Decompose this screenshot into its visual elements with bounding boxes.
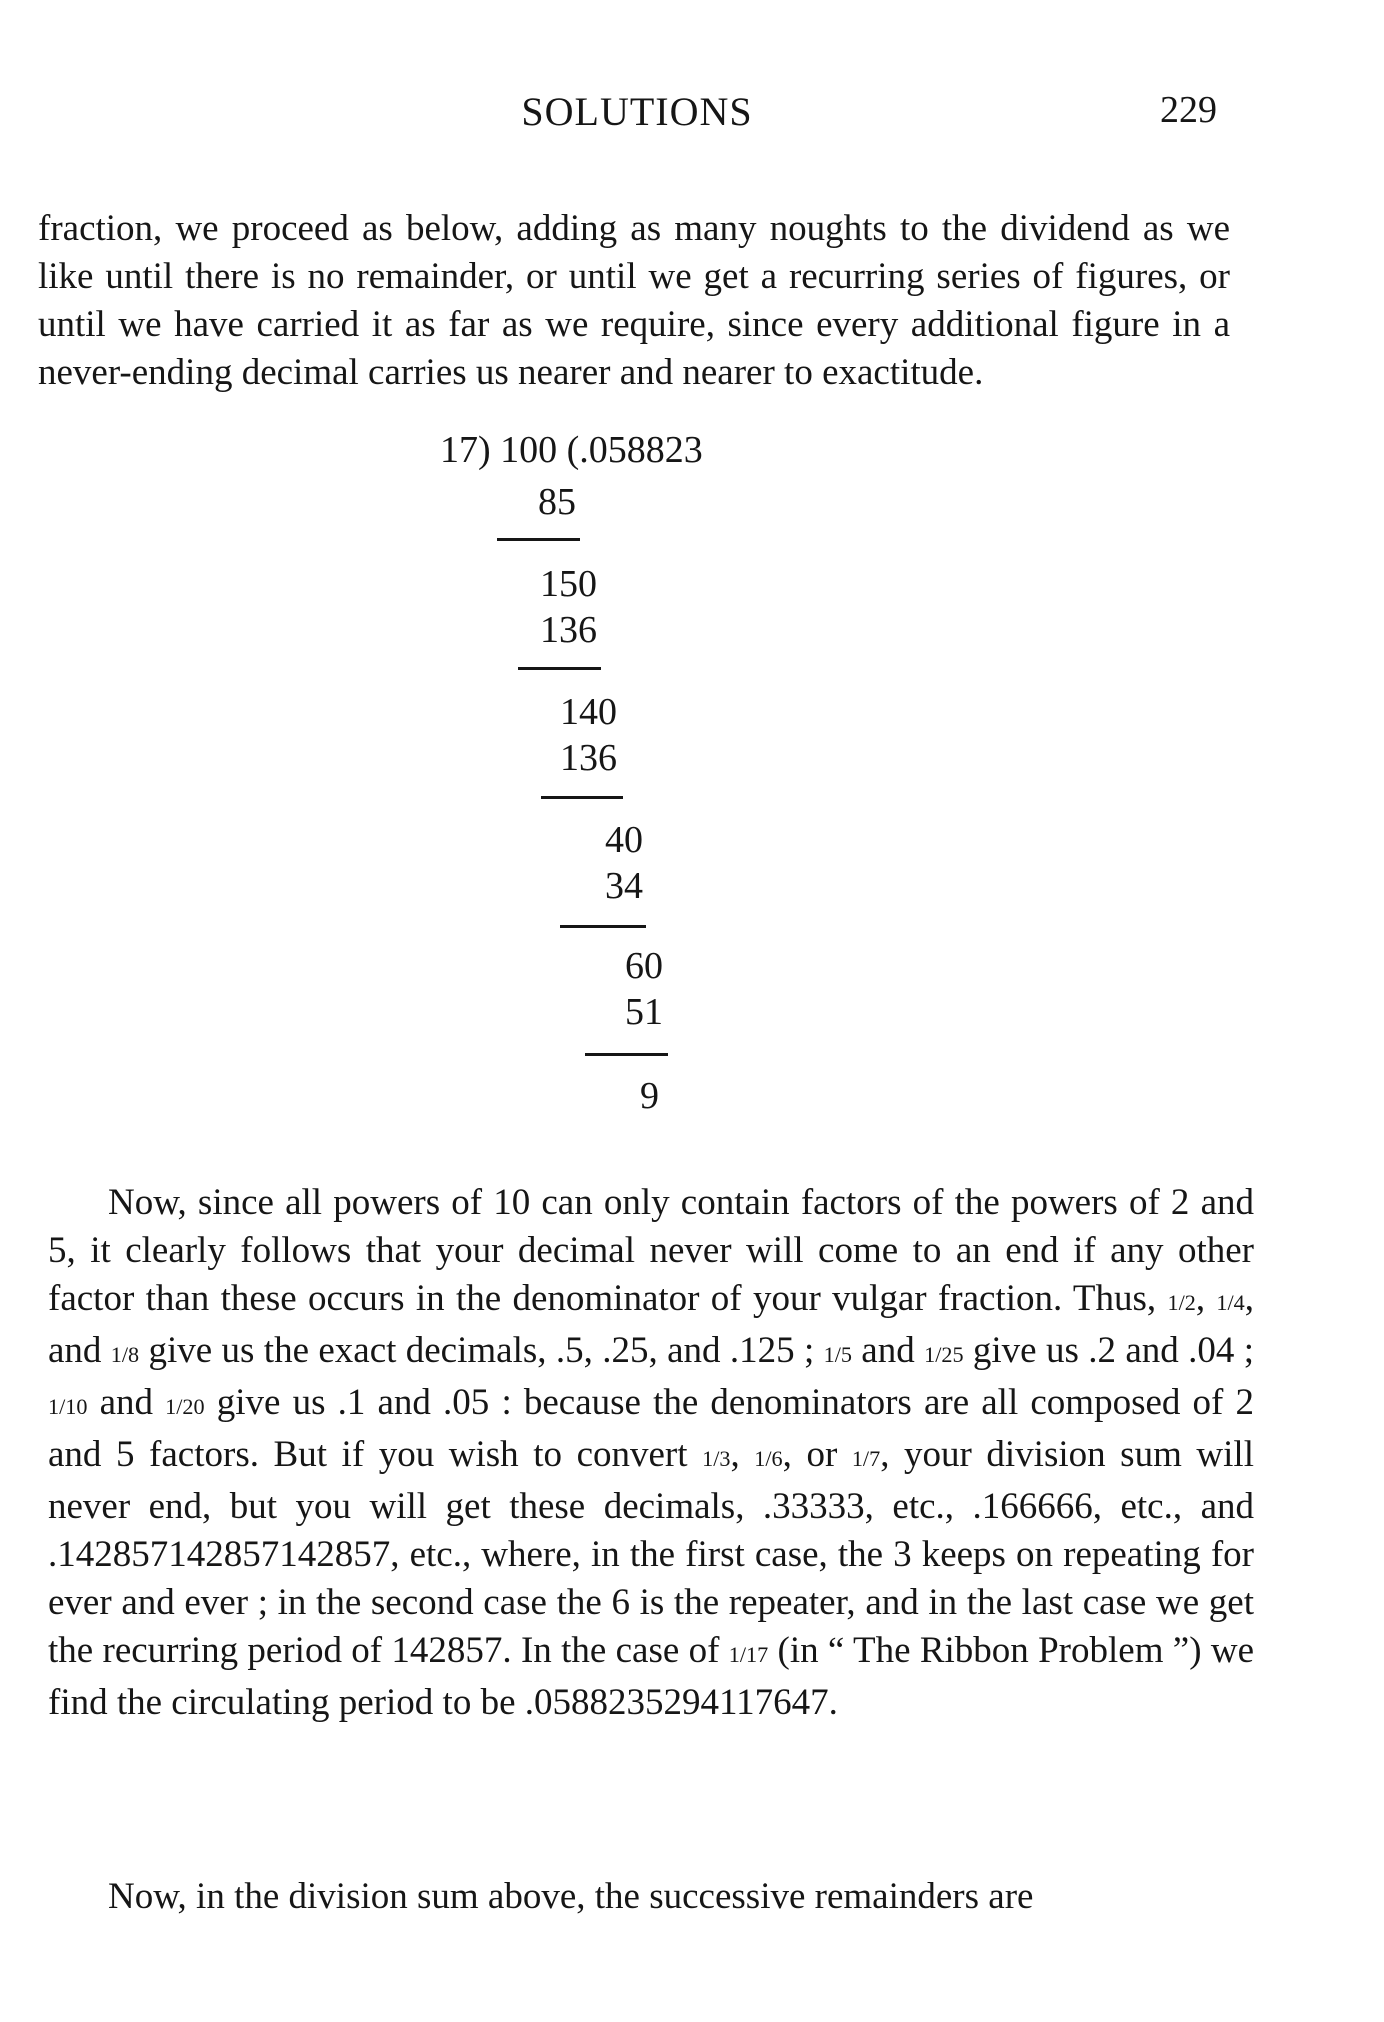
division-rule-4 (560, 925, 646, 928)
division-step-3: 136 (540, 609, 597, 651)
fraction-one-quarter: 1/4 (1216, 1290, 1245, 1315)
division-step-6: 40 (605, 819, 643, 861)
fraction-one-seventeenth: 1/17 (728, 1642, 769, 1667)
text-run: , or (782, 1434, 852, 1475)
fraction-one-eighth: 1/8 (110, 1342, 140, 1367)
text-run: , (730, 1434, 755, 1475)
text-run: give us .1 and .05 : because the denominators are all composed of 2 and 5 factors. But if you wish to convert (48, 1382, 1254, 1475)
running-head: SOLUTIONS (521, 89, 753, 134)
text-run: and (851, 1330, 925, 1371)
fraction-one-seventh: 1/7 (851, 1446, 881, 1471)
fraction-one-third: 1/3 (702, 1446, 731, 1471)
division-step-4: 140 (560, 691, 617, 733)
fraction-one-tenth: 1/10 (48, 1394, 88, 1419)
fraction-one-sixth: 1/6 (754, 1446, 783, 1471)
text-run: , your division sum will never end, but you will get these decimals, .33333, etc., .166666, etc., and .142857142857142857, etc., where, in the first case, the 3 keeps on repeating for ever and ever ; in the second case the 6 is the repeater, and in the last case we get the recurring period of 142857. In the case of (48, 1434, 1254, 1671)
text-run: , and (48, 1278, 1255, 1371)
division-rule-3 (541, 796, 623, 799)
page-number: 229 (1160, 89, 1217, 131)
text-run: give us the exact decimals, .5, .25, and .125 ; (139, 1330, 824, 1371)
text-run: give us .2 and .04 ; (963, 1330, 1254, 1371)
division-rule-2 (518, 667, 601, 670)
division-rule-5 (585, 1053, 668, 1056)
paragraph-remainders: Now, in the division sum above, the successive remainders are (108, 1876, 1034, 1917)
fraction-one-fifth: 1/5 (823, 1342, 852, 1367)
text-run: Now, since all powers of 10 can only contain factors of the powers of 2 and 5, it clearly follows that your decimal never will come to an end if any other factor than these occurs in the denominator of your vulgar fraction. Thus, (48, 1182, 1254, 1319)
fraction-one-half: 1/2 (1167, 1290, 1196, 1315)
paragraph-intro: fraction, we proceed as below, adding as many noughts to the dividend as we like until there is no remainder, or until we get a recurring series of figures, or until we have carried it as far as we require, since every additional figure in a never-ending decimal carries us nearer and nearer to exactitude. (38, 208, 1230, 393)
division-header: 17) 100 (.058823 (440, 429, 703, 471)
division-remainder: 9 (640, 1075, 659, 1117)
text-run: and (87, 1382, 166, 1423)
division-step-9: 51 (625, 991, 663, 1033)
fraction-one-twentyfifth: 1/25 (924, 1342, 964, 1367)
division-step-5: 136 (560, 737, 617, 779)
division-step-1: 85 (538, 481, 576, 523)
text-run: (in “ The Ribbon Problem ”) we find the circulating period to be .0588235294117647. (48, 1630, 1254, 1723)
paragraph-decimals (48, 1179, 1254, 1727)
division-step-7: 34 (605, 865, 643, 907)
text-run: , (1195, 1278, 1217, 1319)
division-rule-1 (497, 538, 580, 541)
division-step-8: 60 (625, 945, 663, 987)
division-step-2: 150 (540, 563, 597, 605)
fraction-one-twentieth: 1/20 (165, 1394, 205, 1419)
